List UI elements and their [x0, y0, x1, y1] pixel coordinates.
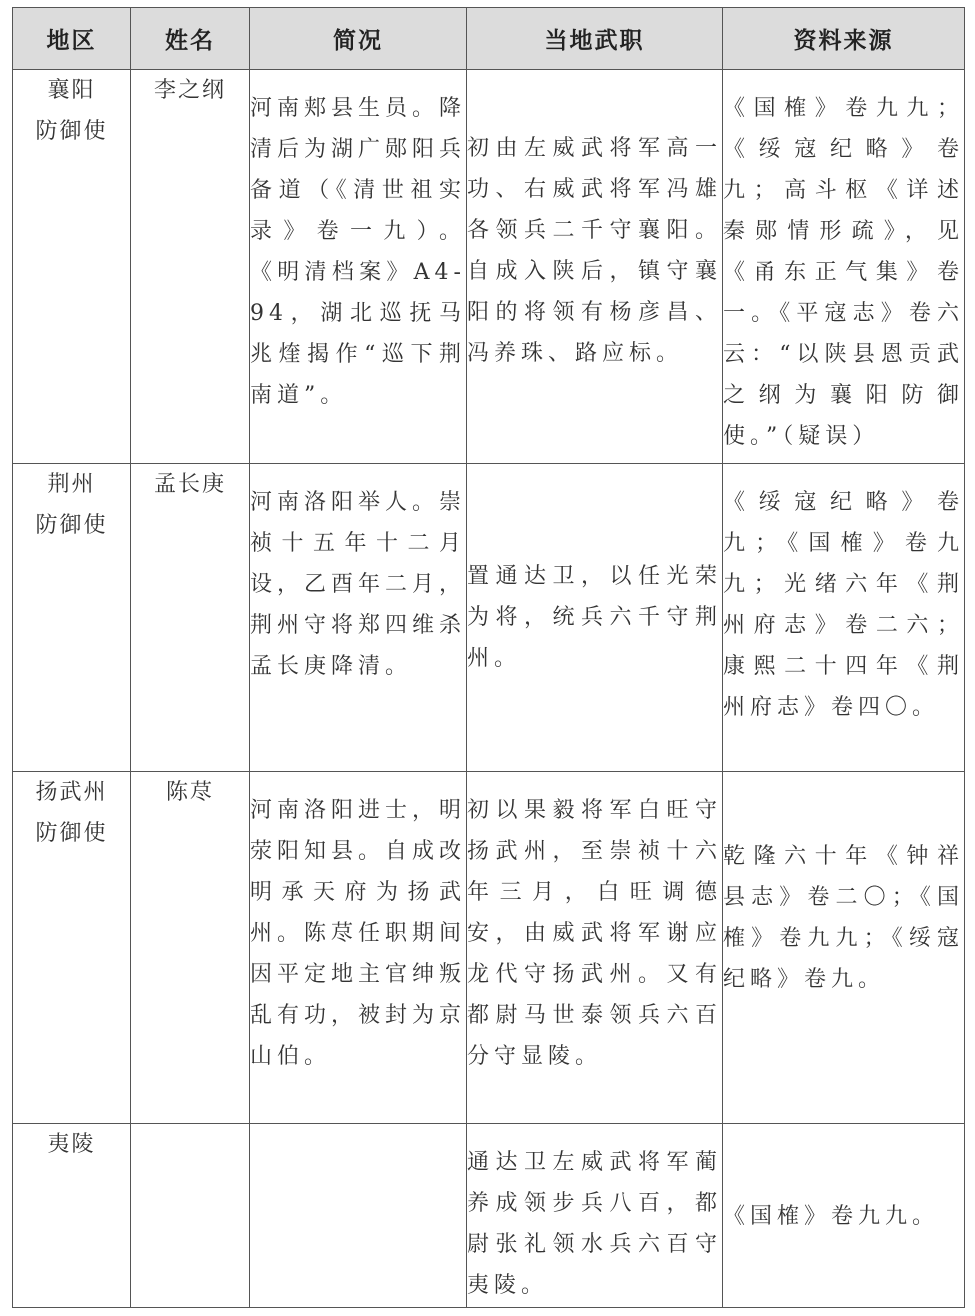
- region-cell: [13, 1124, 131, 1308]
- region-line1: 扬武州: [35, 780, 108, 805]
- source-cell: 《绥寇纪略》卷九；《国榷》卷九九；光绪六年《荆州府志》卷二六；康熙二十四年《荆州府志》卷四〇。: [723, 464, 965, 772]
- military-cell: 置通达卫，以任光荣为将，统兵六千守荆州。: [467, 464, 723, 772]
- brief-cell: [250, 1124, 467, 1308]
- table-row: [13, 1124, 965, 1308]
- region-line2: 防御使: [35, 119, 108, 144]
- header-military: 当地武职: [467, 8, 723, 70]
- name-cell: [131, 1124, 250, 1308]
- table-row: [13, 464, 965, 772]
- header-brief: 简况: [250, 8, 467, 70]
- region-line2: 防御使: [35, 821, 108, 846]
- table-row: [13, 70, 965, 464]
- source-cell: 乾隆六十年《钟祥县志》卷二〇；《国榷》卷九九；《绥寇纪略》卷九。: [723, 772, 965, 1124]
- header-name: 姓名: [131, 8, 250, 70]
- region-cell: [13, 70, 131, 464]
- officials-table: [12, 7, 965, 1308]
- region-line1: 襄阳: [47, 78, 96, 103]
- name-cell: 陈荩: [131, 772, 250, 1124]
- header-region: 地区: [13, 8, 131, 70]
- region-line2: 防御使: [35, 513, 108, 538]
- military-cell: 初以果毅将军白旺守扬武州，至崇祯十六年三月，白旺调德安，由威武将军谢应龙代守扬武州。又有都尉马世泰领兵六百分守显陵。: [467, 772, 723, 1124]
- region-cell: [13, 464, 131, 772]
- brief-cell: 河南洛阳进士，明荥阳知县。自成改明承天府为扬武州。陈荩任职期间因平定地主官绅叛乱有功，被封为京山伯。: [250, 772, 467, 1124]
- name-cell: 李之纲: [131, 70, 250, 464]
- header-row: [13, 8, 965, 70]
- source-cell: 《国榷》卷九九。: [723, 1124, 965, 1308]
- region-line1: 夷陵: [47, 1132, 96, 1157]
- brief-cell: 河南郏县生员。降清后为湖广郧阳兵备道（《清世祖实录》卷一九）。《明清档案》A4-94，湖北巡抚马兆煃揭作“巡下荆南道”。: [250, 70, 467, 464]
- brief-cell: 河南洛阳举人。崇祯十五年十二月设，乙酉年二月，荆州守将郑四维杀孟长庚降清。: [250, 464, 467, 772]
- military-cell: 通达卫左威武将军蔺养成领步兵八百，都尉张礼领水兵六百守夷陵。: [467, 1124, 723, 1308]
- region-line1: 荆州: [47, 472, 96, 497]
- source-cell: 《国榷》卷九九；《绥寇纪略》卷九；高斗枢《详述秦郧情形疏》，见《甬东正气集》卷一。《平寇志》卷六云：“以陕县恩贡武之纲为襄阳防御使。”（疑误）: [723, 70, 965, 464]
- table-row: [13, 772, 965, 1124]
- military-cell: 初由左威武将军高一功、右威武将军冯雄各领兵二千守襄阳。自成入陕后，镇守襄阳的将领有杨彦昌、冯养珠、路应标。: [467, 70, 723, 464]
- header-source: 资料来源: [723, 8, 965, 70]
- page: [12, 7, 964, 1308]
- name-cell: 孟长庚: [131, 464, 250, 772]
- region-cell: [13, 772, 131, 1124]
